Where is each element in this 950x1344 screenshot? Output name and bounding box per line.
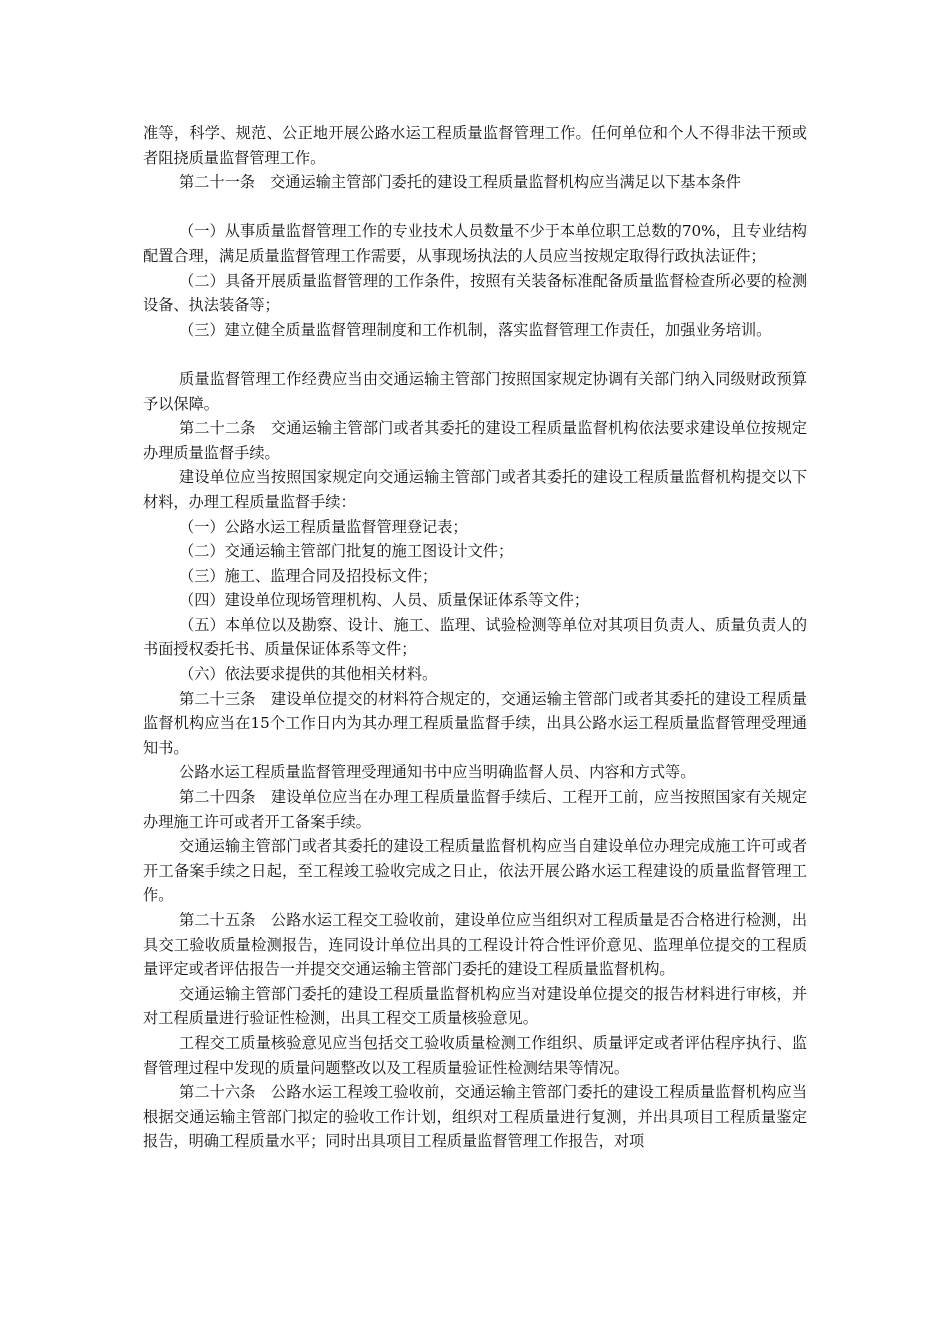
blank-line: [143, 195, 807, 220]
article-22-heading: 第二十二条 交通运输主管部门或者其委托的建设工程质量监督机构依法要求建设单位按规定办理质量监督手续。: [143, 419, 807, 462]
paragraph: 质量监督管理工作经费应当由交通运输主管部门按照国家规定协调有关部门纳入同级财政预算予以保障。: [143, 369, 807, 413]
paragraph: 交通运输主管部门或者其委托的建设工程质量监督机构应当自建设单位办理完成施工许可或者开工备案手续之日起，至工程竣工验收完成之日止，依法开展公路水运工程建设的质量监督管理工作。: [143, 837, 807, 905]
article-26-heading: 第二十六条 公路水运工程竣工验收前，交通运输主管部门委托的建设工程质量监督机构应当根据交通运输主管部门拟定的验收工作计划，组织对工程质量进行复测，并出具项目工程质量鉴定报告，明确工程质量水平；同时出具项目工程质量监督管理工作报告，对项: [143, 1083, 807, 1151]
list-item: （二）具备开展质量监督管理的工作条件，按照有关装备标准配备质量监督检查所必要的检测设备、执法装备等；: [143, 271, 807, 315]
paragraph-continuation: 准等，科学、规范、公正地开展公路水运工程质量监督管理工作。任何单位和个人不得非法干预或者阻挠质量监督管理工作。: [143, 124, 807, 167]
document-body: [143, 121, 807, 1154]
article-23-heading: 第二十三条 建设单位提交的材料符合规定的，交通运输主管部门或者其委托的建设工程质量监督机构应当在15个工作日内为其办理工程质量监督手续，出具公路水运工程质量监督管理受理通知书。: [143, 689, 807, 757]
article-25-heading: 第二十五条 公路水运工程交工验收前，建设单位应当组织对工程质量是否合格进行检测，出具交工验收质量检测报告，连同设计单位出具的工程设计符合性评价意见、监理单位提交的工程质量评定或者评估报告一并提交交通运输主管部门委托的建设工程质量监督机构。: [143, 911, 807, 979]
list-item: （四）建设单位现场管理机构、人员、质量保证体系等文件；: [179, 591, 590, 610]
blank-line: [143, 342, 807, 367]
list-item: （六）依法要求提供的其他相关材料。: [179, 665, 438, 684]
article-21-heading: 第二十一条 交通运输主管部门委托的建设工程质量监督机构应当满足以下基本条件: [179, 173, 741, 192]
paragraph: 公路水运工程质量监督管理受理通知书中应当明确监督人员、内容和方式等。: [179, 763, 696, 782]
paragraph: 建设单位应当按照国家规定向交通运输主管部门或者其委托的建设工程质量监督机构提交以下材料，办理工程质量监督手续：: [143, 468, 807, 511]
paragraph: 工程交工质量核验意见应当包括交工验收质量检测工作组织、质量评定或者评估程序执行、监督管理过程中发现的质量问题整改以及工程质量验证性检测结果等情况。: [143, 1033, 807, 1077]
list-item: （三）建立健全质量监督管理制度和工作机制，落实监督管理工作责任，加强业务培训。: [179, 320, 772, 339]
list-item: （三）施工、监理合同及招投标文件；: [179, 566, 438, 585]
paragraph: 交通运输主管部门委托的建设工程质量监督机构应当对建设单位提交的报告材料进行审核，并对工程质量进行验证性检测，出具工程交工质量核验意见。: [143, 984, 807, 1028]
list-item: （一）公路水运工程质量监督管理登记表；: [179, 517, 468, 536]
list-item: （一）从事质量监督管理工作的专业技术人员数量不少于本单位职工总数的70%，且专业结构配置合理，满足质量监督管理工作需要，从事现场执法的人员应当按规定取得行政执法证件；: [143, 222, 807, 265]
list-item: （五）本单位以及勘察、设计、施工、监理、试验检测等单位对其项目负责人、质量负责人的书面授权委托书、质量保证体系等文件；: [143, 615, 807, 659]
list-item: （二）交通运输主管部门批复的施工图设计文件；: [179, 542, 514, 561]
article-24-heading: 第二十四条 建设单位应当在办理工程质量监督手续后、工程开工前，应当按照国家有关规定办理施工许可或者开工备案手续。: [143, 788, 807, 831]
